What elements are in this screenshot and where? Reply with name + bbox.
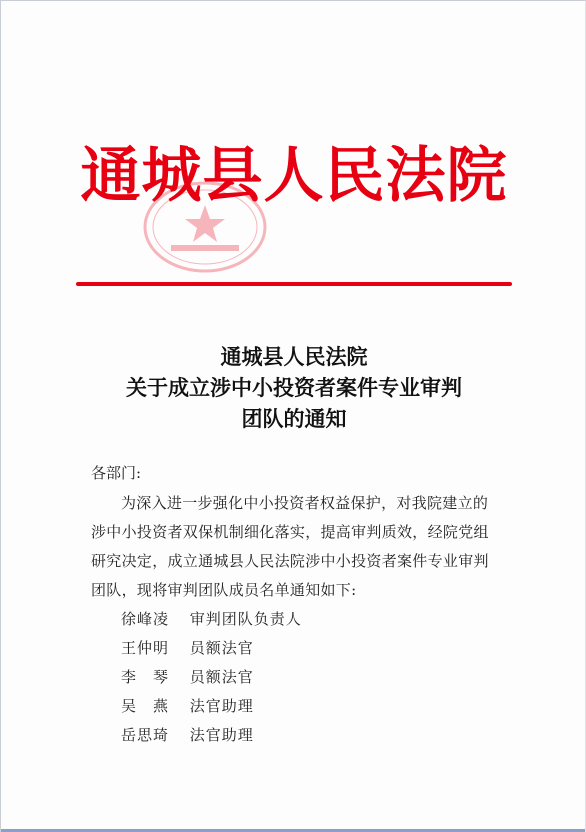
paragraph-line: 涉中小投资者双保机制细化落实，提高审判质效，经院党组 [91, 523, 489, 541]
member-role: 审判团队负责人 [189, 610, 302, 628]
member-row [121, 663, 511, 692]
notice-title-line: 团队的通知 [241, 406, 347, 431]
member-role: 员额法官 [189, 668, 254, 686]
member-name: 岳思琦 [121, 726, 170, 744]
member-row [121, 605, 511, 634]
court-letterhead-title: 通城县人民法院 [80, 141, 508, 211]
notice-body [91, 459, 511, 750]
salutation: 各部门: [91, 464, 142, 482]
member-role: 法官助理 [189, 697, 254, 715]
member-name: 徐峰凌 [121, 610, 170, 628]
paragraph-line: 研究决定，成立通城县人民法院涉中小投资者案件专业审判 [91, 552, 489, 570]
letterhead-red-rule [76, 282, 512, 286]
notice-title-line: 关于成立涉中小投资者案件专业审判 [126, 375, 462, 400]
paragraph-line: 为深入进一步强化中小投资者权益保护，对我院建立的 [121, 494, 489, 512]
member-role: 法官助理 [189, 726, 254, 744]
paragraph-line: 团队，现将审判团队成员名单通知如下: [91, 581, 357, 599]
member-name: 王仲明 [121, 639, 170, 657]
notice-paragraph [91, 489, 511, 605]
member-name: 李 琴 [121, 668, 170, 686]
notice-title [1, 341, 586, 434]
member-row [121, 721, 511, 750]
notice-title-line: 通城县人民法院 [220, 344, 368, 369]
member-role: 员额法官 [189, 639, 254, 657]
member-row [121, 634, 511, 663]
member-list [91, 605, 511, 750]
member-row [121, 692, 511, 721]
member-name: 吴 燕 [121, 697, 170, 715]
